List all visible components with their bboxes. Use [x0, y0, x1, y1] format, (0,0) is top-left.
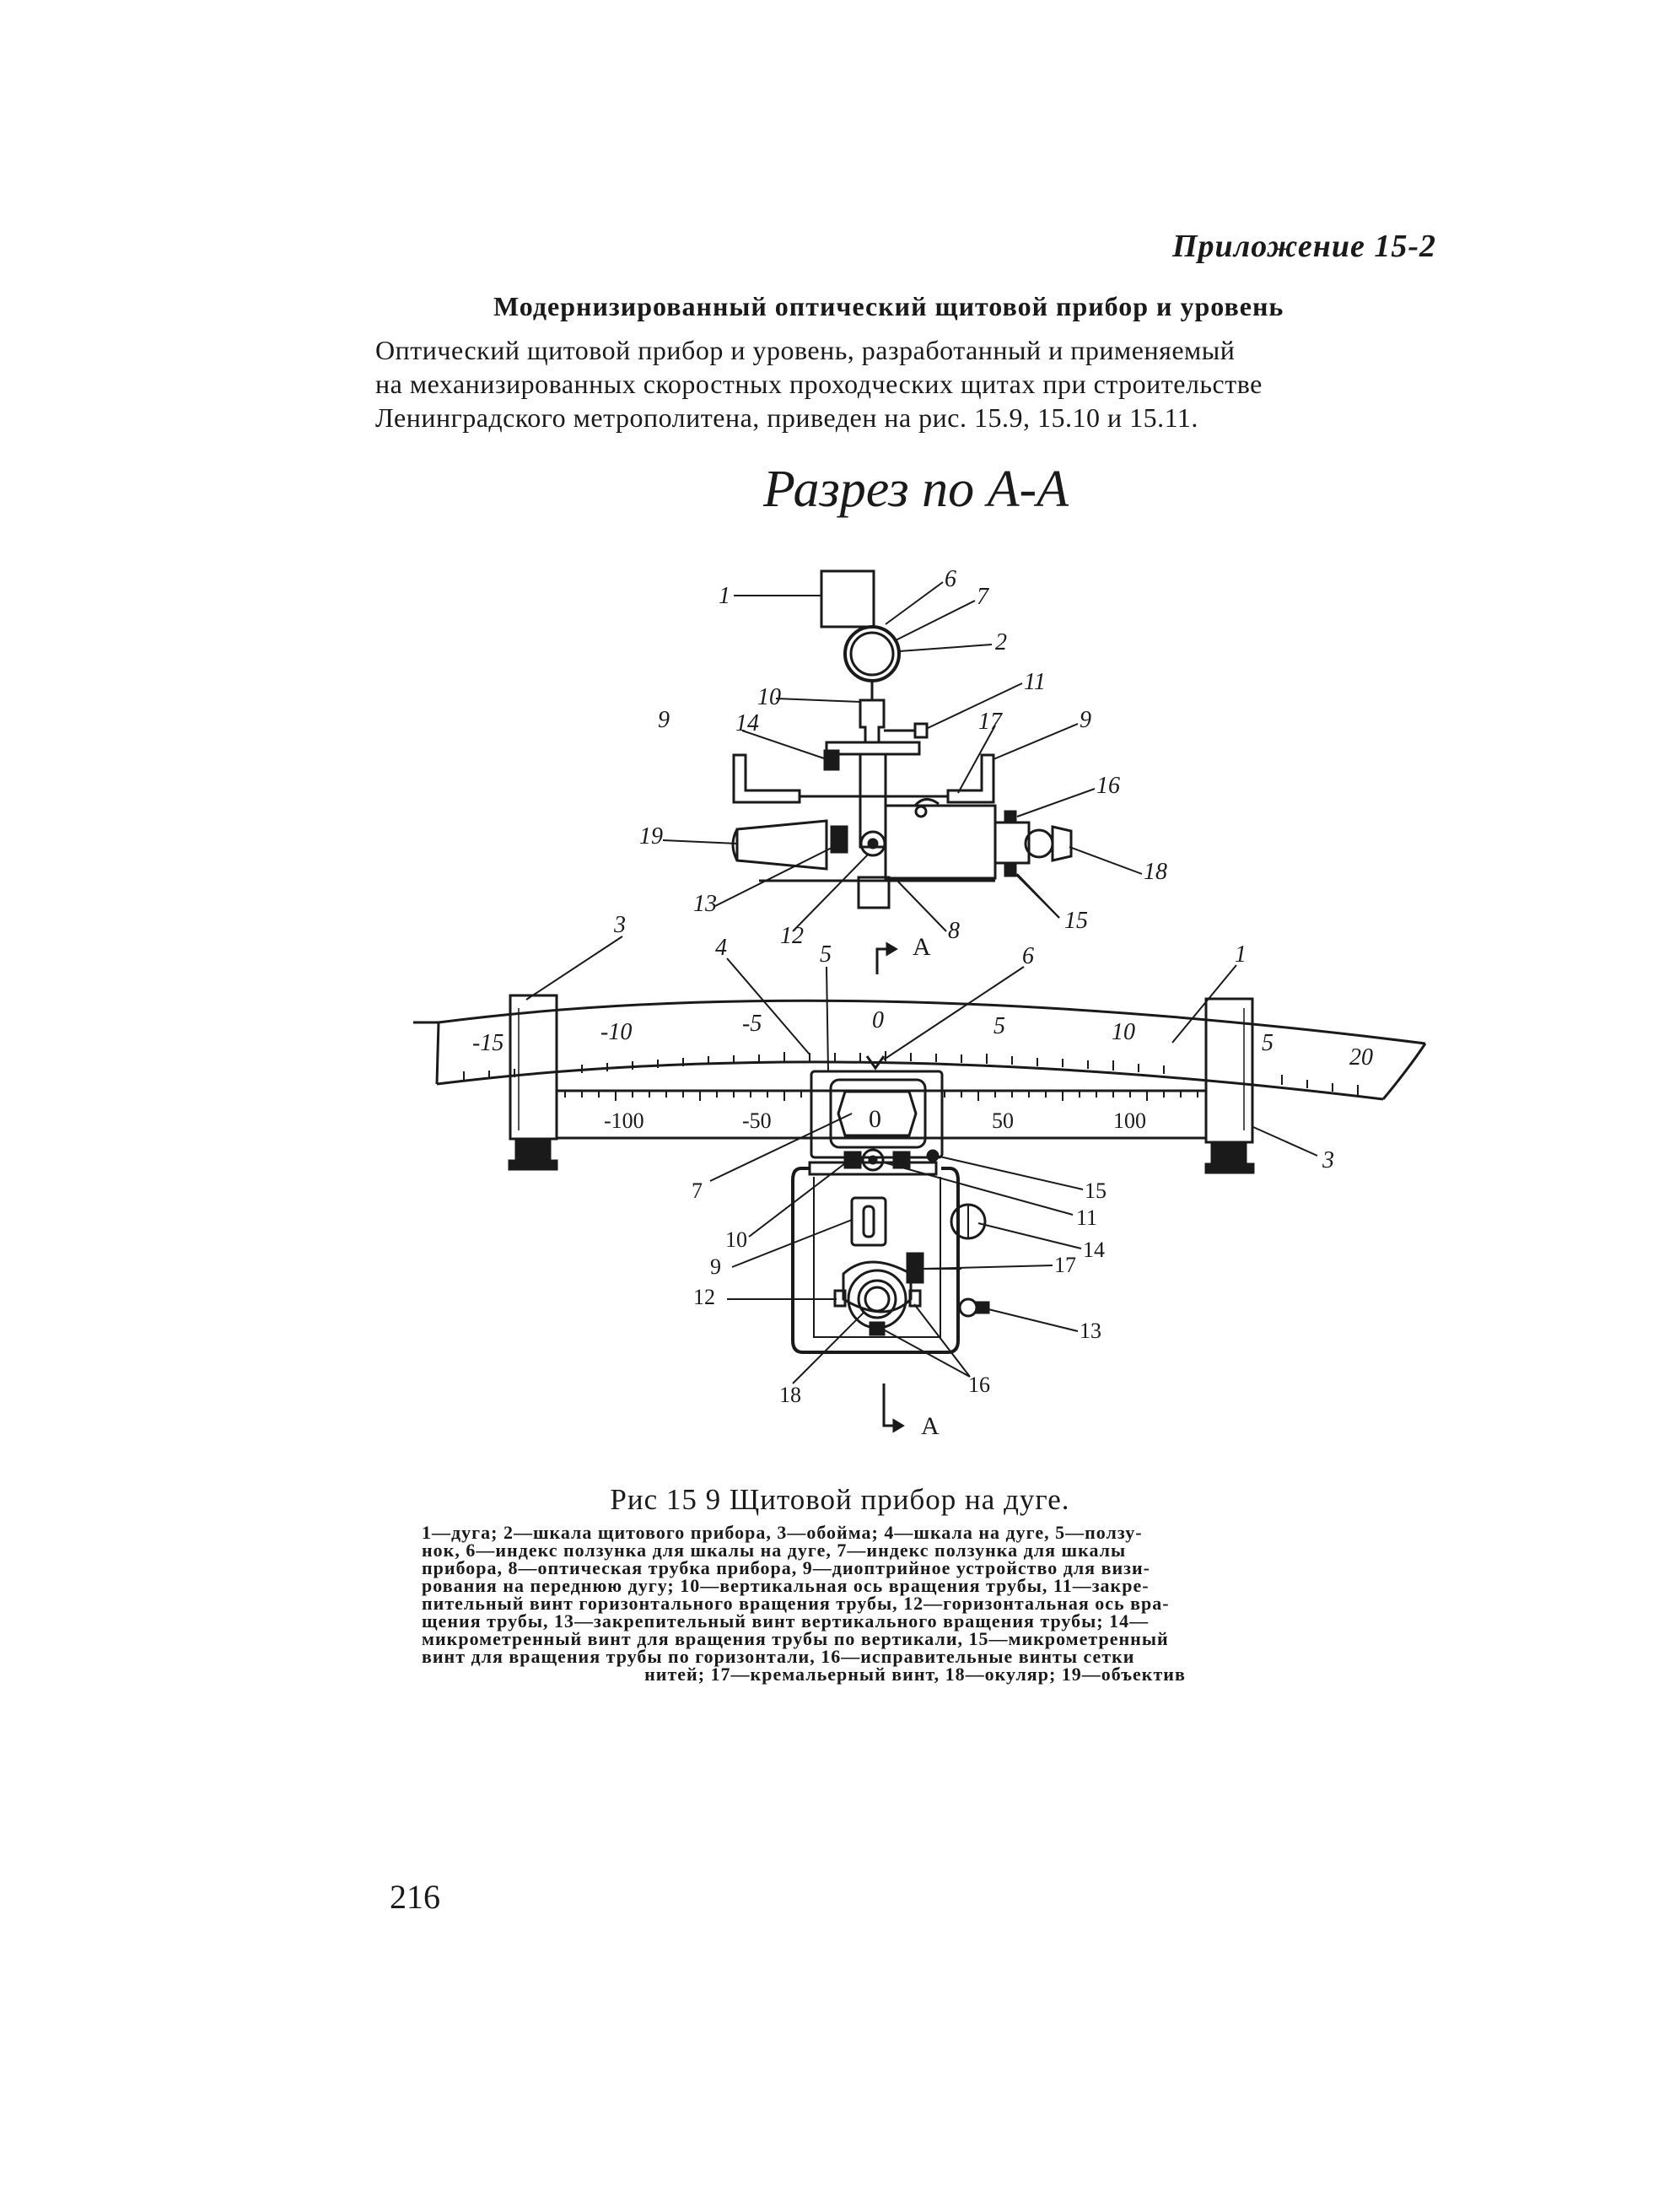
appendix-label: Приложение 15-2 [1172, 229, 1437, 264]
callout: 6 [945, 566, 956, 592]
callout: 10 [725, 1227, 747, 1252]
callout: 17 [1054, 1253, 1076, 1277]
callout: 10 [757, 684, 781, 710]
instrument-scale-label: 100 [1113, 1108, 1146, 1133]
arc-scale-label: 5 [1262, 1030, 1273, 1056]
intro-line: Ленинградского метрополитена, приведен на рис. 15.9, 15.10 и 15.11. [375, 402, 1198, 433]
callout: 16 [968, 1373, 990, 1397]
callout: 3 [1322, 1147, 1334, 1173]
legend-line: 1—дуга; 2—шкала щитового прибора, 3—обойма; 4—шкала на дуге, 5—ползу- [422, 1522, 1143, 1543]
legend-line: пительный винт горизонтального вращения трубы, 12—горизонтальная ось вра- [422, 1593, 1170, 1614]
legend-line: микрометренный винт для вращения трубы по вертикали, 15—микрометренный [422, 1628, 1169, 1649]
objective [737, 821, 827, 869]
callout: 14 [1083, 1238, 1105, 1262]
callout: 13 [1080, 1319, 1101, 1343]
arc-scale-label: 20 [1349, 1044, 1373, 1071]
callout: 1 [1235, 941, 1247, 968]
section-mark-top: А [913, 933, 931, 961]
callout: 13 [693, 891, 717, 917]
callout: 11 [1076, 1205, 1098, 1230]
crossbar [827, 742, 919, 754]
instrument-scale-label: -50 [742, 1108, 772, 1133]
optical-tube [886, 806, 995, 878]
arc-section-block [821, 571, 874, 627]
clamp-right-knob [1212, 1142, 1246, 1164]
page-number: 216 [390, 1878, 440, 1916]
top-view [639, 566, 1167, 949]
legend-line: винт для вращения трубы по горизонтали, 16—исправительные винты сетки [422, 1646, 1135, 1667]
clamp-screw [832, 827, 847, 852]
clamp-left-knob [516, 1139, 550, 1161]
callout: 12 [780, 923, 804, 949]
legend-line: нитей; 17—кремальерный винт, 18—окуляр; 19—объектив [644, 1664, 1186, 1685]
callout: 5 [820, 941, 832, 968]
arc-scale-label: -15 [472, 1030, 504, 1056]
callout: 18 [1144, 859, 1167, 885]
callout: 16 [1096, 773, 1120, 799]
arc-scale-label: -5 [742, 1011, 762, 1037]
callout: 8 [948, 918, 960, 944]
instrument-scale-label: 50 [992, 1108, 1014, 1133]
callout: 14 [735, 710, 759, 736]
instrument-scale-label: -100 [604, 1108, 644, 1133]
callout: 17 [978, 709, 1002, 735]
diopter-left [734, 755, 800, 802]
legend-line: рования на переднюю дугу; 10—вертикальная ось вращения трубы, 11—закре- [422, 1575, 1150, 1596]
arc-scale-label: 0 [872, 1007, 884, 1033]
diopter-right [948, 755, 993, 802]
callout: 7 [977, 584, 988, 610]
arc-scale-label: 5 [993, 1013, 1005, 1039]
callout: 9 [658, 707, 670, 733]
callout: 9 [710, 1254, 721, 1279]
callout: 6 [1022, 943, 1034, 969]
callout: 15 [1085, 1179, 1107, 1203]
figure-caption: Рис 15 9 Щитовой прибор на дуге. [610, 1483, 1070, 1516]
legend-line: прибора, 8—оптическая трубка прибора, 9—диоптрийное устройство для визи- [422, 1557, 1150, 1578]
document-title: Модернизированный оптический щитовой прибор и уровень [493, 291, 1284, 321]
figure-legend [422, 1524, 1408, 1683]
section-title: Разрез по А-А [763, 461, 1069, 518]
diopter-window [852, 1198, 886, 1245]
arc-top-edge [439, 1001, 1425, 1044]
callout: 18 [779, 1383, 801, 1407]
arc-scale-label: 10 [1112, 1019, 1135, 1045]
callout: 2 [995, 629, 1007, 655]
scale-ring [845, 627, 899, 681]
index-window-value: 0 [869, 1105, 881, 1133]
instrument-scale-bar [557, 1091, 1206, 1138]
callout: 15 [1064, 908, 1088, 934]
legend-line: нок, 6—индекс ползунка для шкалы на дуге, 7—индекс ползунка для шкалы [422, 1540, 1127, 1561]
callout: 11 [1024, 669, 1046, 695]
vertical-axis-head [860, 700, 884, 742]
clamp-left [510, 995, 557, 1139]
intro-line: на механизированных скоростных проходческих щитах при строительстве [375, 369, 1263, 399]
callout: 19 [639, 823, 663, 849]
callout: 3 [614, 912, 626, 938]
eyepiece [1053, 827, 1071, 860]
arc-tick-marks [464, 1051, 1358, 1095]
callout: 9 [1080, 707, 1091, 733]
callout: 7 [692, 1179, 703, 1203]
callout: 4 [715, 935, 727, 961]
intro-line: Оптический щитовой прибор и уровень, разработанный и применяемый [375, 335, 1236, 365]
arc-scale-label: -10 [600, 1019, 633, 1045]
legend-line: щения трубы, 13—закрепительный винт вертикального вращения трубы; 14— [422, 1610, 1150, 1632]
callout: 1 [719, 583, 730, 609]
callout: 12 [693, 1285, 715, 1309]
section-mark-bottom: А [921, 1412, 940, 1440]
front-view [413, 933, 1425, 1440]
